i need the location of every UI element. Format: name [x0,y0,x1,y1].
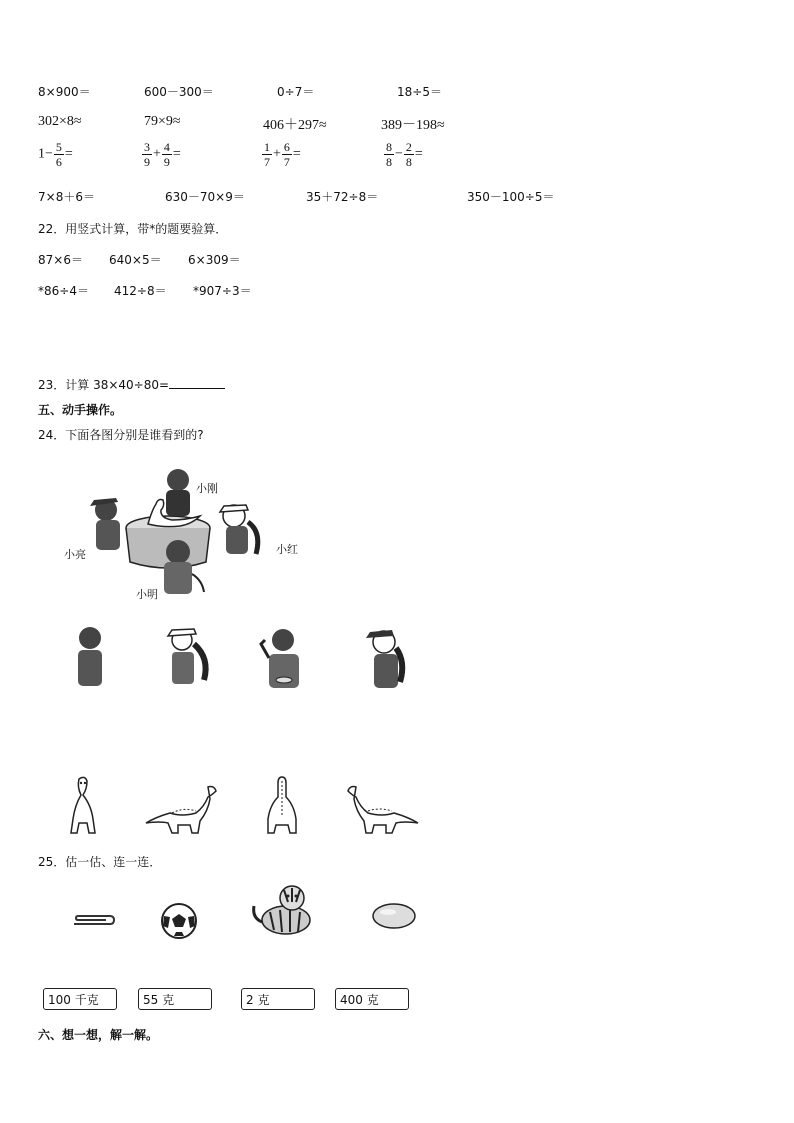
fraction-expr-1: 1− $\frac{5}{6}$ = [38,140,73,169]
fraction-expr-4: $\frac{8}{8}$ − $\frac{2}{8}$ = [386,140,423,169]
q22-item: 640×5＝ [109,253,162,267]
question-22-title: 22．用竖式计算，带*的题要验算． [38,222,228,236]
dinosaur-side-view-left-image[interactable] [142,783,222,835]
dinosaur-side-view-right-image[interactable] [342,783,422,835]
kid-view-4-image[interactable] [360,624,410,694]
calc-row1-item2: 600－300＝ [144,85,214,99]
q22-item: 412÷8＝ [114,284,167,298]
weight-option-400g[interactable]: 400 克 [335,988,409,1010]
fraction-expr-3: $\frac{1}{7}$ + $\frac{6}{7}$ = [264,140,301,169]
calc-row1-item1: 8×900＝ [38,85,91,99]
question-24-title: 24．下面各图分别是谁看到的? [38,428,204,442]
soccer-ball-icon[interactable] [160,902,198,940]
label-xiaoming: 小明 [136,588,158,601]
tiger-icon[interactable] [248,882,320,940]
paperclip-icon[interactable] [68,912,116,928]
calc-row1-item4: 18÷5＝ [397,85,442,99]
q22-item: *907÷3＝ [193,284,252,298]
egg-icon[interactable] [372,902,418,930]
question-25-title: 25．估一估、连一连． [38,855,162,869]
label-xiaohong: 小红 [276,543,298,556]
label-xiaogang: 小刚 [196,482,218,495]
section-6-heading: 六、想一想，解一解。 [38,1028,159,1042]
answer-blank[interactable] [169,376,225,389]
calc-row2-item3: 406＋297≈ [263,118,327,133]
kid-view-2-image[interactable] [160,624,215,689]
q22-item: 87×6＝ [38,253,83,267]
weight-option-2g[interactable]: 2 克 [241,988,315,1010]
calc-row1-item3: 0÷7＝ [277,85,315,99]
q22-item: 6×309＝ [188,253,241,267]
question-23: 23．计算 38×40÷80= [38,376,225,393]
calc-row2-item2: 79×9≈ [144,114,181,129]
weight-option-55g[interactable]: 55 克 [138,988,212,1010]
calc-row4-item1: 7×8＋6＝ [38,190,95,204]
kid-view-3-image[interactable] [255,624,310,692]
q22-item: *86÷4＝ [38,284,89,298]
dinosaur-back-view-image[interactable] [262,775,302,837]
observation-scene-illustration [60,462,310,607]
kid-view-1-image[interactable] [70,624,110,689]
dinosaur-front-view-image[interactable] [65,775,100,837]
fraction-expr-2: $\frac{3}{9}$ + $\frac{4}{9}$ = [144,140,181,169]
calc-row4-item4: 350－100÷5＝ [467,190,555,204]
calc-row4-item2: 630－70×9＝ [165,190,245,204]
section-5-heading: 五、动手操作。 [38,403,123,417]
weight-option-100kg[interactable]: 100 千克 [43,988,117,1010]
calc-row4-item3: 35＋72÷8＝ [306,190,379,204]
calc-row2-item1: 302×8≈ [38,114,82,129]
label-xiaoliang: 小亮 [64,548,86,561]
calc-row2-item4: 389－198≈ [381,118,445,133]
